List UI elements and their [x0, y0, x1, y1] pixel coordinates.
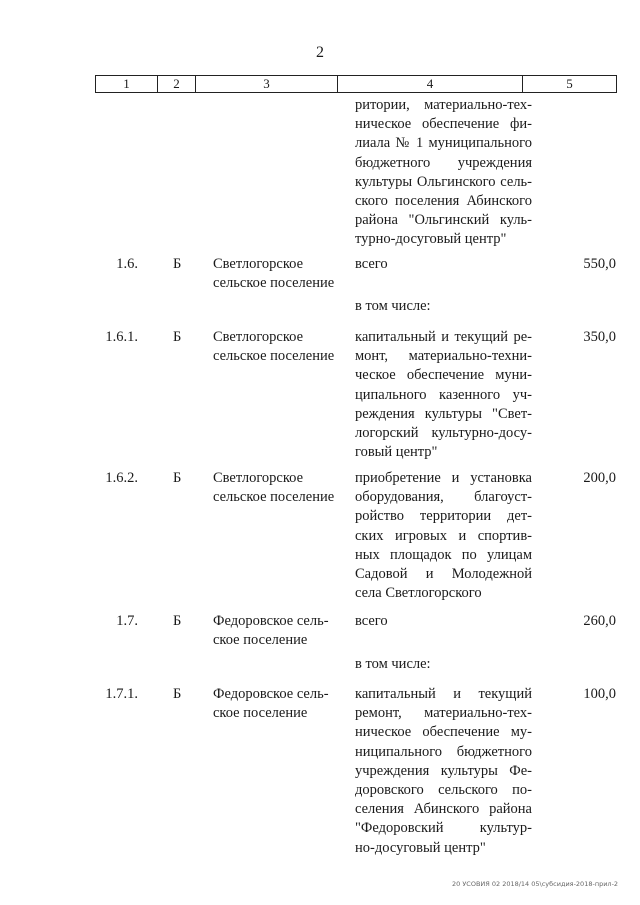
header-col-1: 1: [96, 76, 158, 92]
row-number: 1.6.: [116, 256, 138, 272]
text-line: ническое обеспечение му-: [355, 724, 532, 741]
text-line: "Федоровский культур-: [355, 820, 532, 837]
footer-file-stamp: 20 УСОВИЯ 02 2018/14 05\субсидия-2018-прил-2: [452, 880, 619, 888]
text-line: Федоровское сель-: [213, 613, 329, 629]
text-line: бюджетного учреждения: [355, 154, 532, 171]
text-line: ских игровых и спортив-: [355, 527, 532, 544]
text-line: доровского сельского по-: [355, 782, 532, 799]
text-line: ремонт, материально-тех-: [355, 705, 532, 722]
text-line: ского поселения Абинского: [355, 193, 532, 210]
row-description: всего: [355, 256, 388, 272]
text-line: Светлогорское: [213, 329, 304, 345]
header-col-4: 4: [338, 76, 523, 92]
row-description: всего: [355, 613, 388, 629]
text-line: ципального казенного уч-: [355, 386, 532, 403]
text-line: капитальный и текущий ре-: [355, 329, 532, 345]
row-amount: 200,0: [583, 470, 616, 486]
row-amount: 260,0: [583, 613, 616, 629]
text-line: сельское поселение: [213, 489, 335, 506]
in-that-label: в том числе:: [355, 298, 431, 314]
row-description: [355, 685, 532, 858]
row-category: Б: [173, 613, 182, 629]
row-amount: 100,0: [583, 686, 616, 702]
row-name: [213, 255, 341, 293]
text-line: сельское поселение: [213, 348, 335, 365]
text-line: ниципального бюджетного: [355, 743, 532, 760]
text-line: учреждения культуры Фе-: [355, 762, 532, 779]
row-number: 1.7.: [116, 613, 138, 629]
row-name: [213, 469, 341, 507]
text-line: говый центр": [355, 444, 438, 461]
text-line: культуры Ольгинского сель-: [355, 173, 532, 190]
text-line: ных площадок по улицам: [355, 546, 532, 563]
text-line: ройство территории дет-: [355, 508, 532, 525]
row-description: [355, 328, 532, 462]
row-name: [213, 612, 341, 650]
row-name: [213, 685, 341, 723]
row-category: Б: [173, 470, 182, 486]
text-line: монт, материально-техни-: [355, 348, 532, 365]
text-line: Садовой и Молодежной: [355, 566, 532, 583]
text-line: реждения культуры "Свет-: [355, 405, 532, 422]
text-line: оборудования, благоуст-: [355, 489, 532, 506]
text-line: приобретение и установка: [355, 470, 532, 486]
row-category: Б: [173, 329, 182, 345]
text-line: лиала № 1 муниципального: [355, 135, 532, 152]
row-name: [213, 328, 341, 366]
text-line: селения Абинского района: [355, 801, 532, 818]
row-category: Б: [173, 256, 182, 272]
continued-description: [355, 96, 532, 250]
text-line: турно-досуговый центр": [355, 231, 507, 248]
text-line: Светлогорское: [213, 470, 304, 486]
table-header: [95, 75, 617, 93]
row-number: 1.6.1.: [105, 329, 138, 345]
row-number: 1.6.2.: [105, 470, 138, 486]
text-line: села Светлогорского: [355, 585, 482, 602]
row-category: Б: [173, 686, 182, 702]
in-that-label: в том числе:: [355, 656, 431, 672]
row-number: 1.7.1.: [105, 686, 138, 702]
text-line: района "Ольгинский куль-: [355, 212, 532, 229]
text-line: ническое обеспечение фи-: [355, 116, 532, 133]
text-line: ритории, материально-тех-: [355, 97, 532, 113]
text-line: ское поселение: [213, 705, 308, 722]
text-line: капитальный и текущий: [355, 686, 532, 702]
text-line: но-досуговый центр": [355, 839, 486, 856]
header-col-2: 2: [158, 76, 196, 92]
header-col-5: 5: [566, 76, 573, 91]
text-line: Светлогорское: [213, 256, 304, 272]
row-amount: 350,0: [583, 329, 616, 345]
text-line: логорский культурно-досу-: [355, 425, 532, 442]
text-line: ческое обеспечение муни-: [355, 367, 532, 384]
header-col-3: 3: [196, 76, 338, 92]
text-line: сельское поселение: [213, 275, 335, 292]
page-number: 2: [316, 44, 324, 61]
row-amount: 550,0: [583, 256, 616, 272]
text-line: ское поселение: [213, 632, 308, 649]
row-description: [355, 469, 532, 603]
text-line: Федоровское сель-: [213, 686, 329, 702]
